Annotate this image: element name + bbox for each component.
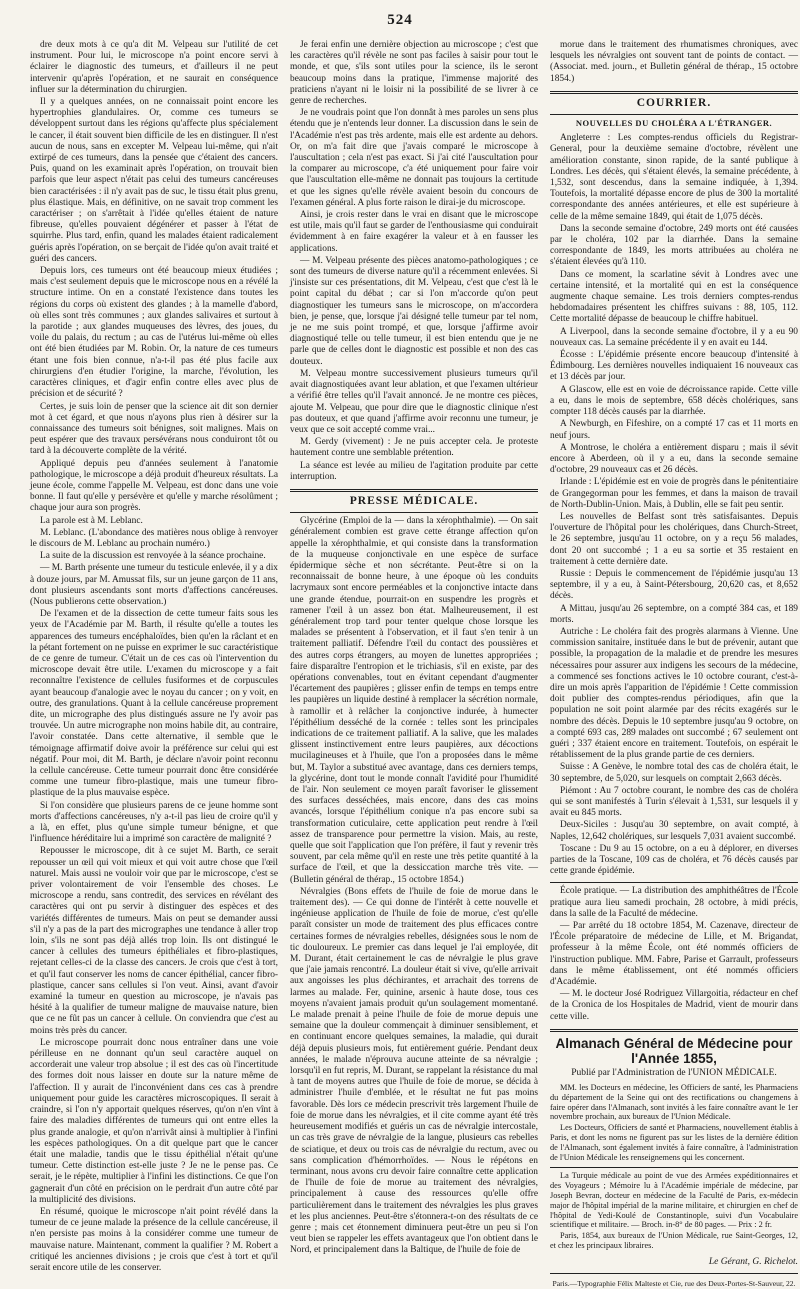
section-divider [550,1167,798,1168]
paragraph: Dans la seconde semaine d'octobre, 249 morts ont été causées par le choléra, 102 par la diarrhée. Dans la semaine correspondante de 1849, les morts attribuées au choléra ne s'étaient élevées qu'à 110. [550,223,798,268]
paragraph: Névralgies (Bons effets de l'huile de foie de morue dans le traitement des). — Ce qui donne de l'intérêt à cette nouvelle et ingénieuse application de l'huile de foie de morue, c'est qu'elle paraît consister un mode de traitement des plus efficaces contre certaines formes de névralgies rebelles, désignées sous le nom de tic douloureux. Le premier cas dans lequel je l'ai employée, dit M. Durant, était certainement le cas de névralgie le plus grave que j'aie jamais rencontré. La douleur était si vive, qu'elle arrivait aux angoisses les plus déchirantes, et arrachait des torrens de larmes au malade. Fer, quinine, arsenic à haute dose, tous ces moyens n'avaient jamais produit qu'un soulagement momentané. Le malade prenait à peine l'huile de foie de morue depuis une semaine que la douleur commençait à diminuer sensiblement, et en continuant encore quelques semaines, la maladie, qui durait déjà depuis plusieurs mois, fut entièrement guérie. Pendant deux années, le malade n'éprouva aucune atteinte de sa névralgie ; lorsqu'il en fut repris, M. Durant, se rappelant la résistance du mal à tant de moyens autres que l'huile de foie de morue, se décida à administrer l'huile d'emblée, et le résultat ne fut pas moins favorable. Dès lors ce médecin prescrivit très largement l'huile de foie de morue dans les névralgies, et il cite comme ayant été très heureusement modifiés et guéris un cas de névralgie intercostale, un cas très grave de névralgie de la langue, plusieurs cas rebelles de sciatique, et deux ou trois cas de névralgie du rectum, avec ou sans complication d'hémorrhoïdes. — Nous le répétons en terminant, nous avons cru devoir faire connaître cette application de l'huile de foie de morue au traitement des névralgies, principalement à cause des ressources qu'elle offre particulièrement dans le traitement des névralgies les plus graves et les plus anciennes. Peut-être s'étonnera-t-on des résultats de ce genre ; mais cet étonnement diminuera peut-être un peu si l'on veut bien se rappeler les effets avantageux que l'on obtient dans le Nord, et principalement dans la Baltique, de l'huile de foie de [290,886,538,1256]
paragraph: — M. Velpeau présente des pièces anatomo-pathologiques ; ce sont des tumeurs de diverse nature qu'il a récemment enlevées. Si j'insiste sur ces présentations, dit M. Velpeau, c'est que c'est là le point capital du débat ; car si l'on m'accorde qu'on peut diagnostiquer les tumeurs sans le microscope, on m'accordera bien, je pense, que, lorsque j'ai désigné telle tumeur par tel nom, je ne me suis point trompé, et que, lorsque j'affirme avoir diagnostiqué telle ou telle tumeur, il est bien entendu que je ne parle que de celles dont le diagnostic est possible et non des cas douteux. [290,255,538,367]
paragraph: La Turquie médicale au point de vue des Armées expéditionnaires et des Voyageurs ; Mémoire lu à l'Académie impériale de médecine, par Joseph Bevran, docteur en médecine de la Faculté de Paris, ex-médecin major de l'hôpital impérial de la marine militaire, et chirurgien en chef de l'hôpital de Yedi-Koulé de Constantinople, suivi d'un Vocabulaire scientifique et militaire. — Broch. in-8° de 80 pages. — Prix : 2 fr. [550,1171,798,1230]
paragraph: — Par arrêté du 18 octobre 1854, M. Cazenave, directeur de l'École préparatoire de médecine de Lille, et M. Brigandat, professeur à la même École, ont été nommés officiers de l'instruction publique. MM. Fabre, Parise et Garrault, professeurs dans le même établissement, ont été nommés officiers d'Académie. [550,921,798,988]
section-divider [550,1273,798,1274]
paragraph: dre deux mots à ce qu'a dit M. Velpeau sur l'utilité de cet instrument. Pour lui, le microscope n'a point encore servi à éclairer le diagnostic des tumeurs, et d'ailleurs il ne peut intervenir qu'après l'opération, et ne saurait en conséquence influer sur la détermination du chirurgien. [30,40,278,95]
paragraph: A Montrose, le choléra a entièrement disparu ; mais il sévit encore à Aberdeen, où il y a eu, dans la seconde semaine d'octobre, 29 nouveaux cas et 26 décès. [550,442,798,476]
paragraph: La suite de la discussion est renvoyée à la séance prochaine. [40,551,266,562]
paragraph: M. Leblanc. (L'abondance des matières nous oblige à renvoyer le discours de M. Leblanc au prochain numéro.) [30,527,278,549]
paragraph: Angleterre : Les comptes-rendus officiels du Registrar-General, pour la deuxième semaine d'octobre, révèlent une amélioration constante, sinon rapide, de la santé publique à Londres. Les décès, qui s'étaient élevés, la semaine précédente, à 1,532, sont descendus, dans la semaine indiquée, à 1,394. Toutefois, la mortalité dépasse encore de plus de 300 la mortalité correspondante des années antérieures, et elle est supérieure à celle de la même semaine 1849, qui était de 1,075 décès. [550,133,798,222]
section-divider [550,882,798,883]
paragraph: Toscane : Du 9 au 15 octobre, on a eu à déplorer, en diverses parties de la Toscane, 109 cas de choléra, et 76 décès causés par cette grande épidémie. [550,843,798,877]
paragraph: Je ne voudrais point que l'on donnât à mes paroles un sens plus étendu que je n'entends leur donner. La discussion dans le sein de l'Académie n'est pas très ardente, mais elle est ardente au dehors. Or, on m'a fait dire que j'avais comparé le microscope à l'auscultation ; cela n'est pas exact. Si j'ai cité l'auscultation pour la comparer au microscope, c'a été uniquement pour faire voir que l'auscultation elle-même ne donnait pas toujours la certitude et que les signes qu'elle révèle avaient besoin du concours de l'examen général. A plus forte raison le dirai-je du microscope. [290,108,538,208]
paragraph: M. Gerdy (vivement) : Je ne puis accepter cela. Je proteste hautement contre une semblable prétention. [290,437,538,459]
paragraph: morue dans le traitement des rhumatismes chroniques, avec lesquels les névralgies ont souvent tant de points de contact. — (Associat. med. journ., et Bulletin général de thérap., 15 octobre 1854.) [550,40,798,84]
paragraph: Appliqué depuis peu d'années seulement à l'anatomie pathologique, le microscope a déjà produit d'heureux résultats. La jeune école, comme l'appelle M. Velpeau, est donc dans une voie bonne. Il faut qu'elle y persévère et qu'elle y marche résolûment ; chaque jour aura son progrès. [30,458,278,514]
section-heading-courrier: COURRIER. [636,96,712,109]
paragraph: Deux-Siciles : Jusqu'au 30 septembre, on avait compté, à Naples, 12,642 cholériques, sur lesquels 7,031 avaient succombé. [550,820,798,842]
subheading-cholera: NOUVELLES DU CHOLÉRA A L'ÉTRANGER. [575,118,773,129]
page-number: 524 [387,12,413,28]
column-1 [30,40,278,1274]
paragraph: La séance est levée au milieu de l'agitation produite par cette interruption. [290,460,538,482]
column-3 [550,40,798,1289]
paragraph: Paris, 1854, aux bureaux de l'Union Médicale, rue Saint-Georges, 12, et chez les principaux libraires. [550,1231,798,1251]
gerant-signature: Le Gérant, G. Richelot. [708,1256,798,1267]
paragraph: Ainsi, je crois rester dans le vrai en disant que le microscope est utile, mais qu'il faut se garder de l'enthousiasme qui conduirait évidemment à en faire exagérer la valeur et à en fausser les applications. [290,210,538,254]
section-heading-presse: PRESSE MÉDICALE. [349,494,479,507]
paragraph: Je ferai enfin une dernière objection au microscope ; c'est que les caractères qu'il révèle ne sont pas faciles à saisir pour tout le monde, et que, s'ils sont utiles pour la science, ils le seront beaucoup moins dans la pratique, l'immense majorité des praticiens n'ayant ni le loisir ni la possibilité de se livrer à ce genre de recherches. [290,40,538,107]
paragraph: Écosse : L'épidémie présente encore beaucoup d'intensité à Édimbourg. Les dernières nouvelles indiquaient 16 nouveaux cas et 13 décès par jour. [550,350,798,383]
paragraph: Depuis lors, ces tumeurs ont été beaucoup mieux étudiées ; mais c'est seulement depuis que le microscope nous en a révélé la structure intime. On en a constaté l'existence dans toutes les régions du corps où existent des glandes ; à la mamelle d'abord, où elles sont très communes ; aux glandes salivaires et surtout à la parotide ; aux glandes muqueuses des lèvres, des joues, du voile du palais, du rectum ; au cas de l'utérus lui-même où elles ont été bien étudiées par M. Robin. Or, la nature de ces tumeurs étant une fois bien connue, n'a-t-il pas été plus facile aux chirurgiens d'en étudier l'origine, la marche, l'évolution, les caractères cliniques, et d'agir enfin contre elles avec plus de précision et de sécurité ? [30,266,278,400]
paragraph: Certes, je suis loin de penser que la science ait dit son dernier mot à cet égard, et que nous n'ayons plus rien à désirer sur la connaissance des tumeurs soit bénignes, soit malignes. Mais on peut espérer que des travaux persévérans nous conduiront tôt ou tard à la découverte complète de la vérité. [30,401,278,457]
paragraph: Le microscope pourrait donc nous entraîner dans une voie périlleuse en ne donnant qu'un seul caractère auquel on accorderait une valeur trop absolue ; il est des cas où l'incertitude des formes doit nous laisser en doute sur la nature même de l'affection. Il y aurait de l'inconvénient dans ces cas à prendre uniquement pour guide les caractères microscopiques. Il serait à craindre, si l'on n'y apportait quelques réserves, qu'on n'en vînt à faire des maladies différentes de tumeurs qui ont entre elles la plus grande analogie, et qu'on n'arrivât ainsi à multiplier à l'infini les espèces pathologiques. On a dit quelque part que le cancer était une maladie, tandis que le tissu épithélial n'était qu'une tumeur. Cette distinction est-elle juste ? Je ne le pense pas. Ce serait, je le répète, multiplier à l'infini les distinctions. Ce que l'on gagnerait d'un côté en précision on le perdrait d'un autre côté par la multiplicité des divisions. [30,1037,278,1205]
paragraph: Les Docteurs, Officiers de santé et Pharmaciens, nouvellement établis à Paris, et dont les noms ne figurent pas sur les listes de la dernière édition de l'Almanach, sont également invités à faire connaître, à l'administration de l'Union Médicale les renseignemens qui les concernent. [550,1123,798,1162]
paragraph: MM. les Docteurs en médecine, les Officiers de santé, les Pharmaciens du département de la Seine qui ont des rectifications ou changemens à faire opérer dans l'Almanach, sont invités à les faire connaître avant le 1er novembre prochain, aux bureaux de l'Union Médicale. [550,1083,798,1122]
section-divider [550,1029,798,1032]
section-divider [550,91,798,94]
paragraph: Dans ce moment, la scarlatine sévit à Londres avec une certaine intensité, et la mortalité qui en est la conséquence augmente chaque semaine. Les trois derniers comptes-rendus hebdomadaires présentent les chiffres suivans : 88, 105, 112. Cette mortalité dépasse de beaucoup le chiffre habituel. [550,269,798,325]
paragraph: Les nouvelles de Belfast sont très satisfaisantes. Depuis l'ouverture de l'hôpital pour les cholériques, dans Church-Street, le 26 septembre, jusqu'au 11 octobre, on y a reçu 56 malades, dont 20 ont succombé ; 1 a eu sa sortie et 35 restaient en traitement à cette dernière date. [550,511,798,567]
printer-line: Paris.—Typographie Félix Malteste et Cie, rue des Deux-Portes-St-Sauveur, 22. [552,1279,796,1289]
paragraph: A Newburgh, en Fifeshire, on a compté 17 cas et 11 morts en neuf jours. [550,419,798,441]
paragraph: Suisse : A Genève, le nombre total des cas de choléra était, le 30 septembre, de 5,020, sur lesquels on comptait 2,663 décès. [550,762,798,784]
paragraph: Si l'on considère que plusieurs parens de ce jeune homme sont morts d'affections cancéreuses, n'y a-t-il pas lieu de croire qu'il y a là, en effet, plus qu'une simple tumeur bénigne, et que l'influence héréditaire lui a imprimé son caractère de malignité ? [30,800,278,845]
paragraph: En résumé, quoique le microscope n'ait point révélé dans la tumeur de ce jeune malade la présence de la cellule cancéreuse, il n'en persiste pas moins à la considérer comme une tumeur de mauvaise nature. Maintenant, comment la qualifier ? M. Robert a critiqué les anciennes divisions ; je crois que c'est à tort et qu'il serait encore utile de les conserver. [30,1206,278,1273]
paragraph: A Glascow, elle est en voie de décroissance rapide. Cette ville a eu, dans le mois de septembre, 658 décès cholériques, sans compter 118 décès causés par la diarrhée. [550,384,798,418]
paragraph: Piémont : Au 7 octobre courant, le nombre des cas de choléra qui se sont manifestés à Turin s'élevait à 1,531, sur lesquels il y avait eu 845 morts. [550,785,798,819]
paragraph: École pratique. — La distribution des amphithéâtres de l'École pratique aura lieu samedi prochain, 28 octobre, à midi précis, dans la salle de la Faculté de médecine. [550,886,798,919]
paragraph: De l'examen et de la dissection de cette tumeur faits sous les yeux de l'Académie par M. Barth, il résulte qu'elle a toutes les apparences des tumeurs encéphaloïdes, bien qu'en la râclant et en la pétant fortement on ne puisse en exprimer le suc caractéristique de ce genre de tumeur. C'était un de ces cas où l'intervention du microscope devait être utile. L'examen du microscope y a fait reconnaître l'existence de cellules fusiformes et de corpuscules ayant beaucoup d'analogie avec le noyau du cancer ; on y voit, en outre, des granulations. Quant à la cellule cancéreuse proprement dite, un micrographe des plus distingués assure ne l'y avoir pas trouvée. Un autre micrographe non moins habile dit, au contraire, l'avoir constatée. Dans cette alternative, il semble que le témoignage affirmatif doive avoir la préférence sur celui qui est négatif. Pour moi, dit M. Barth, je déclare n'avoir point reconnu la cellule cancéreuse. Cette tumeur pourrait donc être considérée comme une tumeur fibro-plastique, mais une tumeur fibro-plastique de la plus mauvaise espèce. [30,609,278,799]
paragraph: Russie : Depuis le commencement de l'épidémie jusqu'au 13 septembre, il y a eu, à Saint-Pétersbourg, 20,620 cas, et 8,652 décès. [550,568,798,602]
section-divider [290,489,538,492]
section-divider [550,114,798,115]
paragraph: La parole est à M. Leblanc. [40,515,143,526]
paragraph: — M. Barth présente une tumeur du testicule enlevée, il y a dix à douze jours, par M. Amussat fils, sur un jeune garçon de 11 ans, dont plusieurs ascendants sont morts d'affections cancéreuses. (Nous publierons cette observation.) [30,563,278,607]
paragraph: M. Velpeau montre successivement plusieurs tumeurs qu'il avait diagnostiquées avant leur ablation, et que l'examen ultérieur a vérifié être telles qu'il l'avait annoncé. Je ne montre ces pièces, ajoute M. Velpeau, que pour dire que le diagnostic clinique n'est pas douteux, et que quand j'affirme avoir reconnu une tumeur, je veux que ce soit accepté comme vrai... [290,368,538,435]
paragraph: A Mittau, jusqu'au 26 septembre, on a compté 384 cas, et 189 morts. [550,603,798,625]
paragraph: A Liverpool, dans la seconde semaine d'octobre, il y a eu 90 nouveaux cas. La semaine précédente il y en avait eu 144. [550,326,798,348]
paragraph: — M. le docteur José Rodriguez Villargoitia, rédacteur en chef de la Cronica de los Hospitales de Madrid, vient de mourir dans cette ville. [550,989,798,1022]
section-divider [290,512,538,513]
paragraph: Irlande : L'épidémie est en voie de progrès dans le pénitentiaire de Grangegorman pour les femmes, et dans la maison de travail de North-Dublin-Union. Mais, à Dublin, elle se fait peu sentir. [550,477,798,510]
almanach-subtitle: Publié par l'Administration de l'UNION MÉDICALE. [571,1067,777,1078]
paragraph: Il y a quelques années, on ne connaissait point encore les hypertrophies glandulaires. Or, comme ces tumeurs se développent surtout dans les régions qu'affecte plus spécialement le cancer, il était souvent bien difficile de les en distinguer. Il n'est aucun de nous, sans en excepter M. Velpeau lui-même, qui n'ait extirpé de ces tumeurs, dans la pensée que c'étaient des cancers. Puis, quand on les examinait après l'opération, on trouvait bien parfois que leur aspect n'était pas celui des tumeurs cancéreuses bien caractérisées : il n'y avait pas de suc, le tissu était plus grenu, plus élastique. Mais, en définitive, on ne savait trop comment les caractériser ; on s'arrêtait à l'idée qu'elles étaient de nature fibreuse, qu'elles pouvaient dégénérer et passer à l'état de squirrhe. Plus tard, enfin, quand les malades étaient radicalement guéris après l'opération, on se berçait de l'idée qu'on avait traité et guéri des cancers. [30,97,278,264]
paragraph: Autriche : Le choléra fait des progrès alarmans à Vienne. Une commission sanitaire, instituée dans le but de prévenir, autant que possible, la propagation de la maladie et de prendre les mesures nécessaires pour assurer aux indigens les secours de la médecine, a commencé ses fonctions actives le 10 octobre courant, c'est-à-dire un mois après l'apparition de l'épidémie ! Cette commission doit publier des comptes-rendus périodiques, afin que la population ne soit point alarmée par des récits exagérés sur le nombre des décès. Depuis le 10 septembre jusqu'au 9 octobre, on a compté 693 cas, 289 malades ont succombé ; 67 seulement ont guéri ; 337 étaient encore en traitement. Toutefois, on espérait le rétablissement de la plus grande partie de ces derniers. [550,626,798,761]
paragraph: Glycérine (Emploi de la — dans la xérophthalmie). — On sait généralement combien est grave cette étrange affection qu'on appelle la xérophthalmie, et qui consiste dans la transformation de la muqueuse conjonctivale en une espèce de surface épidermique sèche et non sécrétante. Peut-être si on la reconnaissait de bonne heure, à une époque où les conduits lacrymaux sont encore perméables et la conjonctive intacte dans une grande étendue, pourrait-on en suspendre les progrès et ramener l'œil à un assez bon état. Malheureusement, il est généralement trop tard pour tenter quelque chose lorsque les malades se présentent à l'observation, et il faut s'en tenir à un traitement palliatif. Défendre l'œil du contact des poussières et des autres corps étrangers, au moyen de lunettes appropriées ; faire disparaître l'entropion et le trichiasis, s'il en existe, par des opérations convenables, tout en évitant cependant d'augmenter l'écartement des paupières ; glisser enfin de temps en temps entre les paupières un liquide destiné à remplacer la sécrétion normale, à ramollir et à relâcher la conjonctive indurée, à humecter l'épithélium desséché de la cornée : telles sont les principales indications de ce traitement palliatif. A la salive, que les malades glissent instinctivement entre leurs paupières, aux décoctions mucilagineuses et à l'huile, que l'on a proposées dans le même but, M. Taylor a substitué avec avantage, dans ces derniers temps, la glycérine, dont tout le monde connaît l'avidité pour l'humidité de l'air. Non seulement ce moyen paraît favoriser le glissement des surfaces desséchées, mais encore, dans des cas moins avancés, lorsque l'épithélium conique n'a pas encore subi sa transformation cuticulaire, cette application peut rendre à l'œil assez de transparence pour permettre la vision. Mais, au reste, quelle que soit l'application que l'on préfère, il faut y revenir très souvent, par cela même qu'il en reste une très petite quantité à la surface de l'œil, et que la dessiccation marche très vite. — (Bulletin général de thérap., 15 octobre 1854.) [290,516,538,885]
almanach-title: Almanach Général de Médecine pour l'Année 1855, [555,1035,793,1066]
column-2 [290,40,538,1257]
paragraph: Repousser le microscope, dit à ce sujet M. Barth, ce serait repousser un œil qui voit mieux et qui voit autre chose que l'œil naturel. Mais aussi ne vouloir voir que par le microscope, c'est se priver volontairement de voir l'ensemble des choses. Le microscope a rendu, sans contredit, des services en révélant des caractères qui ont pu servir à distinguer des espèces et des variétés différentes de tumeurs. Mais on peut se demander aussi s'il n'y a pas de la part des micrographes une tendance à aller trop loin, s'ils ne sont pas déjà allés trop loin. Ils ont distingué le cancer à cellules des tumeurs épithéliales et fibro-plastiques, rejetant celles-ci de la classe des cancers. Je crois que c'est à tort, et qu'il faut conserver les noms de cancer épithélial, cancer fibro-plastique, cancer sans cellules si l'on veut. Ainsi, avant d'avoir examiné la tumeur en question au microscope, je n'avais pas hésité à la qualifier de tumeur maligne de mauvaise nature, bien que ce ne fût pas un cancer à cellule. On conviendra que c'est au moins très près du cancer. [30,846,278,1036]
